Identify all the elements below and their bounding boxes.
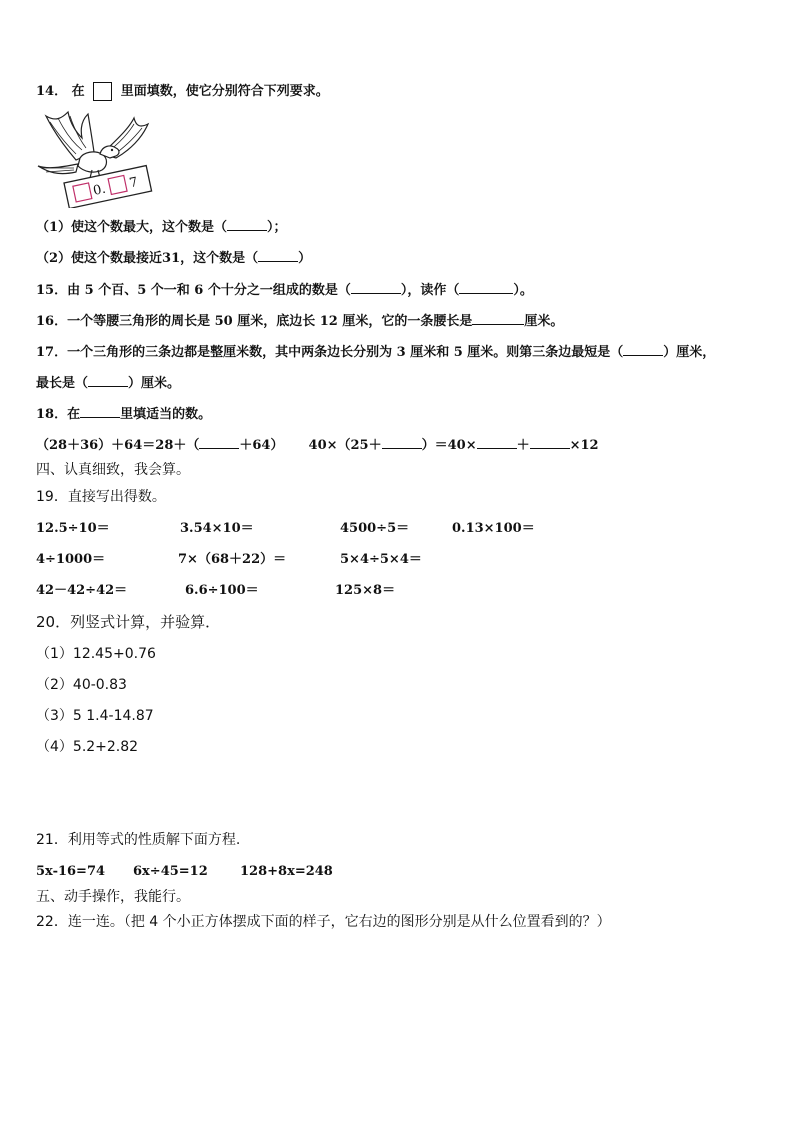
answer-blank	[351, 282, 401, 294]
q15-mid: ），读作（	[400, 283, 460, 298]
q18-post: 里填适当的数。	[120, 407, 212, 422]
q18-pre: 18．在	[36, 407, 81, 422]
q17-line2-post: ）厘米。	[128, 376, 181, 391]
q19-row2-item: 4÷1000＝	[36, 552, 106, 567]
q14-sub2-pre: （2）使这个数最接近31，这个数是（	[36, 251, 259, 266]
answer-blank	[382, 437, 422, 449]
q19-row1-item: 4500÷5＝	[340, 521, 410, 536]
q19-row3-item: 42－42÷42＝	[36, 583, 128, 598]
answer-blank	[88, 375, 128, 387]
q17-line1	[36, 344, 715, 361]
q16-line	[36, 313, 563, 330]
eagle-card-illustration	[36, 108, 166, 208]
answer-blank	[80, 406, 120, 418]
q20-title: 20．列竖式计算，并验算．	[36, 613, 221, 631]
answer-blank	[477, 437, 517, 449]
q18-eq1-b: ＋64）	[239, 438, 284, 453]
q16-post: 厘米。	[524, 314, 564, 329]
answer-blank	[459, 282, 513, 294]
q19-row3-item: 6.6÷100＝	[185, 583, 259, 598]
answer-blank	[258, 250, 298, 262]
q19-row1-item: 12.5÷10＝	[36, 521, 110, 536]
answer-blank	[472, 313, 524, 325]
q22-line: 22．连一连。（把 4 个小正方体摆成下面的样子，它右边的图形分别是从什么位置看到的？）	[36, 914, 611, 930]
answer-blank	[530, 437, 570, 449]
q21-equation: 128+8x=248	[240, 864, 333, 879]
q18-equations	[36, 437, 599, 454]
answer-blank	[227, 219, 267, 231]
q19-row2-item: 5×4÷5×4＝	[340, 552, 422, 567]
q19-row3-item: 125×8＝	[335, 583, 396, 598]
q15-post: ）。	[513, 283, 533, 298]
q18-eq2-c: ＋	[516, 438, 530, 453]
q14-sub1	[36, 219, 287, 236]
q18-eq2-d: ×12	[569, 438, 599, 453]
q17-line1-pre: 17．一个三角形的三条边都是整厘米数，其中两条边长分别为 3 厘米和 5 厘米。则第三条边最短是（	[36, 345, 624, 360]
q18-eq2-a: 40×（25＋	[308, 438, 382, 453]
q14-sub2-post: ）	[298, 251, 312, 266]
q19-title: 19．直接写出得数。	[36, 489, 166, 505]
q18-line	[36, 406, 211, 423]
q20-item: （2）40-0.83	[36, 677, 127, 693]
card-decimal-text: 0.	[91, 181, 108, 199]
q19-row1-item: 0.13×100＝	[452, 521, 535, 536]
q18-eq1-a: （28＋36）＋64＝28＋（	[36, 438, 200, 453]
answer-blank	[623, 344, 663, 356]
q14-sub1-post: ）；	[267, 220, 287, 235]
q16-pre: 16．一个等腰三角形的周长是 50 厘米，底边长 12 厘米，它的一条腰长是	[36, 314, 473, 329]
q21-equation: 5x-16=74	[36, 864, 106, 879]
q14-sub2	[36, 250, 311, 267]
q20-item: （3）5 1.4-14.87	[36, 708, 154, 724]
q17-line1-post: ）厘米，	[663, 345, 716, 360]
q19-row2-item: 7×（68＋22）＝	[178, 552, 287, 567]
q20-item: （4）5.2+2.82	[36, 739, 139, 755]
q14-sub1-pre: （1）使这个数最大，这个数是（	[36, 220, 228, 235]
q21-title: 21．利用等式的性质解下面方程.	[36, 832, 241, 848]
answer-box-icon	[93, 82, 112, 101]
q15-pre: 15．由 5 个百、5 个一和 6 个十分之一组成的数是（	[36, 283, 351, 298]
q14-pre-text: 在	[71, 84, 85, 99]
q15-line	[36, 282, 533, 299]
q14-line	[36, 82, 329, 101]
q17-line2-pre: 最长是（	[36, 376, 89, 391]
section-5-heading: 五、动手操作，我能行。	[36, 889, 190, 905]
q20-item: （1）12.45+0.76	[36, 646, 156, 662]
q18-eq2-b: ）＝40×	[421, 438, 477, 453]
section-4-heading: 四、认真细致，我会算。	[36, 462, 190, 478]
answer-blank	[199, 437, 239, 449]
q14-post-text: 里面填数，使它分别符合下列要求。	[120, 84, 329, 99]
q17-line2	[36, 375, 180, 392]
q14-prefix: 14．	[36, 84, 68, 99]
q21-equation: 6x÷45=12	[133, 864, 208, 879]
q19-row1-item: 3.54×10＝	[180, 521, 254, 536]
card-digit-text: 7	[128, 174, 140, 192]
